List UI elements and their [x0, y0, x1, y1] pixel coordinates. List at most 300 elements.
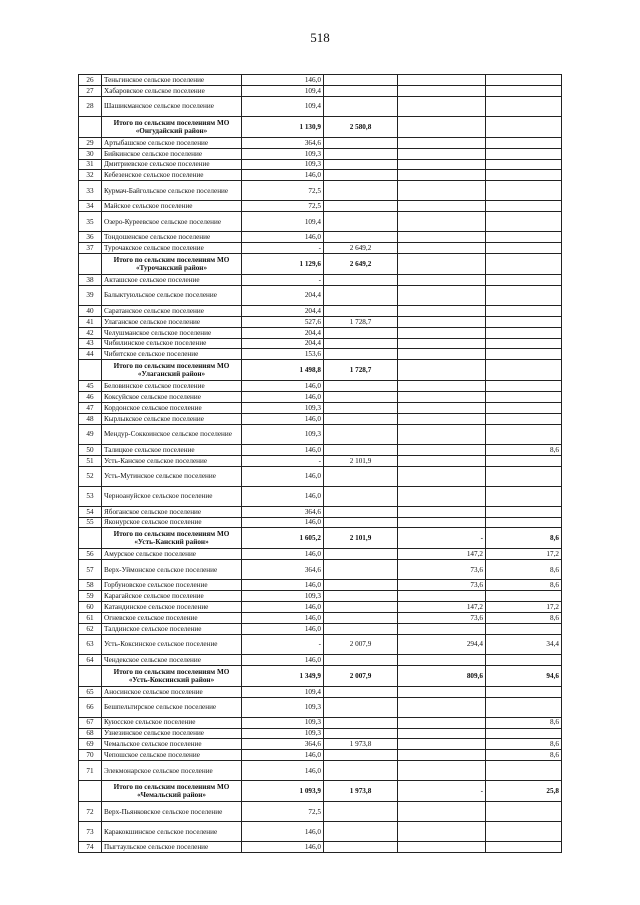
settlement-name: Яконурское сельское поселение	[102, 517, 242, 528]
value-col-2	[324, 75, 398, 86]
value-col-1: 364,6	[242, 560, 324, 580]
value-col-3	[398, 305, 486, 316]
value-col-3: -	[398, 781, 486, 802]
row-number: 33	[79, 181, 102, 201]
table-row	[79, 444, 562, 455]
value-col-2	[324, 750, 398, 761]
table-row	[79, 802, 562, 822]
value-col-3	[398, 686, 486, 697]
value-col-2	[324, 275, 398, 286]
value-col-2	[324, 305, 398, 316]
table-row	[79, 96, 562, 116]
value-col-1: 146,0	[242, 75, 324, 86]
value-col-2	[324, 148, 398, 159]
value-col-1: 146,0	[242, 822, 324, 842]
value-col-3: 147,2	[398, 602, 486, 613]
value-col-2	[324, 549, 398, 560]
value-col-4	[486, 506, 562, 517]
value-col-1: 146,0	[242, 170, 324, 181]
value-col-4	[486, 842, 562, 853]
row-number: 43	[79, 338, 102, 349]
table-row	[79, 181, 562, 201]
table-row	[79, 137, 562, 148]
value-col-4	[486, 392, 562, 403]
value-col-1: 204,4	[242, 327, 324, 338]
value-col-3	[398, 75, 486, 86]
settlement-name: Огневское сельское поселение	[102, 613, 242, 624]
value-col-1: 146,0	[242, 750, 324, 761]
row-number: 31	[79, 159, 102, 170]
table-row	[79, 305, 562, 316]
row-number	[79, 665, 102, 686]
value-col-1: 109,4	[242, 686, 324, 697]
table-row	[79, 739, 562, 750]
row-number: 29	[79, 137, 102, 148]
value-col-3	[398, 717, 486, 728]
settlement-name: Итого по сельским поселениям МО «Улаганский район»	[102, 360, 242, 381]
table-row	[79, 316, 562, 327]
row-number: 56	[79, 549, 102, 560]
settlement-name: Узнезинское сельское поселение	[102, 728, 242, 739]
page-number: 518	[310, 30, 330, 45]
value-col-1: 364,6	[242, 506, 324, 517]
value-col-3: 73,6	[398, 613, 486, 624]
settlement-name: Кебезенское сельское поселение	[102, 170, 242, 181]
value-col-4: 8,6	[486, 560, 562, 580]
row-number: 55	[79, 517, 102, 528]
value-col-2	[324, 414, 398, 425]
settlement-name: Кордонское сельское поселение	[102, 403, 242, 414]
settlement-name: Куюсское сельское поселение	[102, 717, 242, 728]
value-col-2	[324, 486, 398, 506]
settlement-name: Тондошенское сельское поселение	[102, 232, 242, 243]
value-col-1: 146,0	[242, 466, 324, 486]
settlement-name: Саратанское сельское поселение	[102, 305, 242, 316]
row-number: 64	[79, 654, 102, 665]
row-number: 41	[79, 316, 102, 327]
value-col-3	[398, 739, 486, 750]
value-col-1: 146,0	[242, 602, 324, 613]
settlement-name: Бийкинское сельское поселение	[102, 148, 242, 159]
value-col-2	[324, 170, 398, 181]
row-number: 53	[79, 486, 102, 506]
value-col-1: 146,0	[242, 392, 324, 403]
value-col-2	[324, 517, 398, 528]
total-row	[79, 360, 562, 381]
value-col-2: 1 973,8	[324, 739, 398, 750]
table-row	[79, 327, 562, 338]
value-col-3	[398, 349, 486, 360]
settlement-name: Чибилинское сельское поселение	[102, 338, 242, 349]
settlement-name: Итого по сельским поселениям МО «Чемальский район»	[102, 781, 242, 802]
table-row	[79, 466, 562, 486]
value-col-1: 204,4	[242, 305, 324, 316]
value-col-3	[398, 254, 486, 275]
value-col-4	[486, 85, 562, 96]
row-number: 44	[79, 349, 102, 360]
table-row	[79, 842, 562, 853]
value-col-1: 109,3	[242, 591, 324, 602]
settlement-name: Усть-Коксинское сельское поселение	[102, 634, 242, 654]
value-col-3	[398, 654, 486, 665]
settlement-name: Карагайское сельское поселение	[102, 591, 242, 602]
value-col-2	[324, 327, 398, 338]
row-number: 50	[79, 444, 102, 455]
value-col-2	[324, 232, 398, 243]
table-row	[79, 201, 562, 212]
value-col-3	[398, 455, 486, 466]
row-number: 27	[79, 85, 102, 96]
value-col-2	[324, 96, 398, 116]
value-col-3	[398, 761, 486, 781]
table-row	[79, 686, 562, 697]
row-number: 48	[79, 414, 102, 425]
table-row	[79, 414, 562, 425]
table-row	[79, 275, 562, 286]
settlement-name: Верх-Уймонское сельское поселение	[102, 560, 242, 580]
value-col-4	[486, 96, 562, 116]
value-col-4	[486, 232, 562, 243]
value-col-4	[486, 728, 562, 739]
value-col-2: 2 007,9	[324, 634, 398, 654]
row-number: 26	[79, 75, 102, 86]
value-col-3	[398, 697, 486, 717]
value-col-2	[324, 201, 398, 212]
value-col-3	[398, 338, 486, 349]
settlement-name: Майское сельское поселение	[102, 201, 242, 212]
value-col-3: 73,6	[398, 560, 486, 580]
row-number: 47	[79, 403, 102, 414]
value-col-4: 8,6	[486, 750, 562, 761]
settlement-name: Бешпельтирское сельское поселение	[102, 697, 242, 717]
value-col-1: 1 130,9	[242, 116, 324, 137]
value-col-2: 2 649,2	[324, 254, 398, 275]
row-number: 72	[79, 802, 102, 822]
settlement-name: Мендур-Соккоинское сельское поселение	[102, 424, 242, 444]
value-col-4	[486, 455, 562, 466]
table-row	[79, 761, 562, 781]
value-col-3	[398, 181, 486, 201]
value-col-2	[324, 613, 398, 624]
settlement-name: Талицкое сельское поселение	[102, 444, 242, 455]
row-number: 65	[79, 686, 102, 697]
value-col-1: 146,0	[242, 549, 324, 560]
value-col-4	[486, 623, 562, 634]
row-number	[79, 116, 102, 137]
table-row	[79, 822, 562, 842]
value-col-1: -	[242, 455, 324, 466]
row-number: 60	[79, 602, 102, 613]
table-row	[79, 243, 562, 254]
settlement-name: Улаганское сельское поселение	[102, 316, 242, 327]
table-row	[79, 338, 562, 349]
value-col-4	[486, 466, 562, 486]
value-col-4: 8,6	[486, 613, 562, 624]
value-col-2: 2 580,8	[324, 116, 398, 137]
row-number: 71	[79, 761, 102, 781]
row-number: 49	[79, 424, 102, 444]
settlement-name: Озеро-Куреевское сельское поселение	[102, 212, 242, 232]
value-col-1: 109,3	[242, 697, 324, 717]
value-col-1: 146,0	[242, 517, 324, 528]
settlement-name: Беловинское сельское поселение	[102, 381, 242, 392]
row-number: 68	[79, 728, 102, 739]
table-row	[79, 392, 562, 403]
settlements-table	[78, 74, 562, 853]
value-col-2	[324, 349, 398, 360]
value-col-4	[486, 486, 562, 506]
value-col-2	[324, 560, 398, 580]
value-col-3	[398, 466, 486, 486]
value-col-4	[486, 591, 562, 602]
row-number: 46	[79, 392, 102, 403]
settlement-name: Балыктуюльское сельское поселение	[102, 285, 242, 305]
table-row	[79, 549, 562, 560]
settlement-name: Артыбашское сельское поселение	[102, 137, 242, 148]
settlement-name: Каракокшинское сельское поселение	[102, 822, 242, 842]
settlement-name: Турочакское сельское поселение	[102, 243, 242, 254]
settlement-name: Коксуйское сельское поселение	[102, 392, 242, 403]
value-col-3	[398, 822, 486, 842]
value-col-3	[398, 424, 486, 444]
row-number	[79, 360, 102, 381]
row-number: 30	[79, 148, 102, 159]
row-number: 54	[79, 506, 102, 517]
settlement-name: Итого по сельским поселениям МО «Онгудайский район»	[102, 116, 242, 137]
table-row	[79, 602, 562, 613]
value-col-2	[324, 381, 398, 392]
row-number: 52	[79, 466, 102, 486]
value-col-3	[398, 170, 486, 181]
value-col-4	[486, 686, 562, 697]
table-row	[79, 654, 562, 665]
table-row	[79, 486, 562, 506]
row-number: 38	[79, 275, 102, 286]
value-col-2	[324, 697, 398, 717]
value-col-4: 34,4	[486, 634, 562, 654]
value-col-3	[398, 392, 486, 403]
value-col-1: 146,0	[242, 623, 324, 634]
value-col-2	[324, 159, 398, 170]
table-body	[79, 75, 562, 853]
value-col-1: 72,5	[242, 201, 324, 212]
value-col-4	[486, 75, 562, 86]
table-row	[79, 697, 562, 717]
value-col-1: 204,4	[242, 338, 324, 349]
value-col-1: 527,6	[242, 316, 324, 327]
value-col-1: 146,0	[242, 761, 324, 781]
value-col-3	[398, 486, 486, 506]
value-col-4	[486, 212, 562, 232]
settlement-name: Талдинское сельское поселение	[102, 623, 242, 634]
value-col-3	[398, 232, 486, 243]
table-row	[79, 159, 562, 170]
value-col-4	[486, 285, 562, 305]
value-col-2	[324, 822, 398, 842]
row-number: 42	[79, 327, 102, 338]
value-col-2	[324, 285, 398, 305]
settlement-name: Чибитское сельское поселение	[102, 349, 242, 360]
value-col-3	[398, 85, 486, 96]
value-col-2	[324, 591, 398, 602]
value-col-1: 1 349,9	[242, 665, 324, 686]
value-col-1: 1 498,8	[242, 360, 324, 381]
table-row	[79, 517, 562, 528]
row-number: 34	[79, 201, 102, 212]
table-row	[79, 424, 562, 444]
value-col-3	[398, 327, 486, 338]
table-row	[79, 506, 562, 517]
table-row	[79, 728, 562, 739]
value-col-3	[398, 285, 486, 305]
value-col-1: 109,3	[242, 424, 324, 444]
value-col-3: 147,2	[398, 549, 486, 560]
value-col-4	[486, 170, 562, 181]
value-col-3	[398, 750, 486, 761]
total-row	[79, 665, 562, 686]
value-col-4	[486, 381, 562, 392]
value-col-4: 17,2	[486, 549, 562, 560]
row-number: 67	[79, 717, 102, 728]
row-number: 37	[79, 243, 102, 254]
settlement-name: Ябоганское сельское поселение	[102, 506, 242, 517]
row-number: 61	[79, 613, 102, 624]
value-col-4	[486, 159, 562, 170]
value-col-3	[398, 381, 486, 392]
table-row	[79, 212, 562, 232]
value-col-3	[398, 517, 486, 528]
value-col-4	[486, 761, 562, 781]
value-col-4	[486, 517, 562, 528]
row-number: 57	[79, 560, 102, 580]
value-col-2	[324, 392, 398, 403]
value-col-2	[324, 623, 398, 634]
table-row	[79, 85, 562, 96]
value-col-3	[398, 728, 486, 739]
value-col-2	[324, 580, 398, 591]
value-col-3	[398, 275, 486, 286]
value-col-1: 109,3	[242, 403, 324, 414]
value-col-2: 1 728,7	[324, 316, 398, 327]
value-col-1: 146,0	[242, 486, 324, 506]
table-row	[79, 623, 562, 634]
value-col-1: -	[242, 243, 324, 254]
value-col-1: 146,0	[242, 654, 324, 665]
settlement-name: Усть-Мутинское сельское поселение	[102, 466, 242, 486]
row-number: 36	[79, 232, 102, 243]
row-number: 35	[79, 212, 102, 232]
value-col-3	[398, 137, 486, 148]
settlement-name: Аносинское сельское поселение	[102, 686, 242, 697]
value-col-4: 8,6	[486, 528, 562, 549]
value-col-1: 146,0	[242, 842, 324, 853]
value-col-2	[324, 761, 398, 781]
value-col-4	[486, 822, 562, 842]
row-number: 62	[79, 623, 102, 634]
table-row	[79, 591, 562, 602]
settlement-name: Верх-Пьянковское сельское поселение	[102, 802, 242, 822]
value-col-4	[486, 424, 562, 444]
value-col-2	[324, 444, 398, 455]
value-col-2	[324, 137, 398, 148]
table-row	[79, 403, 562, 414]
value-col-3	[398, 148, 486, 159]
value-col-4	[486, 201, 562, 212]
value-col-2	[324, 338, 398, 349]
value-col-1: 1 093,9	[242, 781, 324, 802]
value-col-4	[486, 137, 562, 148]
table-row	[79, 75, 562, 86]
settlement-name: Чендекское сельское поселение	[102, 654, 242, 665]
value-col-3	[398, 201, 486, 212]
value-col-1: 146,0	[242, 580, 324, 591]
row-number: 40	[79, 305, 102, 316]
value-col-3	[398, 591, 486, 602]
row-number: 69	[79, 739, 102, 750]
value-col-1: 146,0	[242, 414, 324, 425]
settlement-name: Дмитриевское сельское поселение	[102, 159, 242, 170]
row-number	[79, 254, 102, 275]
value-col-4: 17,2	[486, 602, 562, 613]
table-row	[79, 717, 562, 728]
value-col-1: 72,5	[242, 802, 324, 822]
table-row	[79, 455, 562, 466]
value-col-1: -	[242, 634, 324, 654]
value-col-3	[398, 212, 486, 232]
settlement-name: Катандинское сельское поселение	[102, 602, 242, 613]
value-col-2	[324, 506, 398, 517]
value-col-3	[398, 842, 486, 853]
table-row	[79, 170, 562, 181]
settlement-name: Итого по сельским поселениям МО «Усть-Коксинский район»	[102, 665, 242, 686]
value-col-1: 364,6	[242, 137, 324, 148]
value-col-4: 8,6	[486, 580, 562, 591]
row-number: 66	[79, 697, 102, 717]
settlement-name: Хабаровское сельское поселение	[102, 85, 242, 96]
row-number: 59	[79, 591, 102, 602]
settlement-name: Курмач-Байгольское сельское поселение	[102, 181, 242, 201]
settlement-name: Элекмонарское сельское поселение	[102, 761, 242, 781]
value-col-2	[324, 717, 398, 728]
settlement-name: Акташское сельское поселение	[102, 275, 242, 286]
value-col-1: 146,0	[242, 444, 324, 455]
settlement-name: Кырлыкское сельское поселение	[102, 414, 242, 425]
table-row	[79, 285, 562, 305]
settlement-name: Теньгинское сельское поселение	[102, 75, 242, 86]
value-col-2	[324, 686, 398, 697]
value-col-2	[324, 181, 398, 201]
value-col-3	[398, 360, 486, 381]
settlement-name: Амурское сельское поселение	[102, 549, 242, 560]
value-col-4	[486, 360, 562, 381]
value-col-4	[486, 338, 562, 349]
value-col-4	[486, 414, 562, 425]
value-col-4	[486, 697, 562, 717]
value-col-4: 94,6	[486, 665, 562, 686]
value-col-4	[486, 316, 562, 327]
value-col-2: 1 973,8	[324, 781, 398, 802]
settlement-name: Итого по сельским поселениям МО «Усть-Канский район»	[102, 528, 242, 549]
value-col-2	[324, 466, 398, 486]
table-row	[79, 560, 562, 580]
total-row	[79, 254, 562, 275]
value-col-1: 109,4	[242, 96, 324, 116]
settlement-name: Черноануйское сельское поселение	[102, 486, 242, 506]
value-col-1: 109,4	[242, 85, 324, 96]
value-col-4	[486, 327, 562, 338]
value-col-1: -	[242, 275, 324, 286]
value-col-2	[324, 212, 398, 232]
